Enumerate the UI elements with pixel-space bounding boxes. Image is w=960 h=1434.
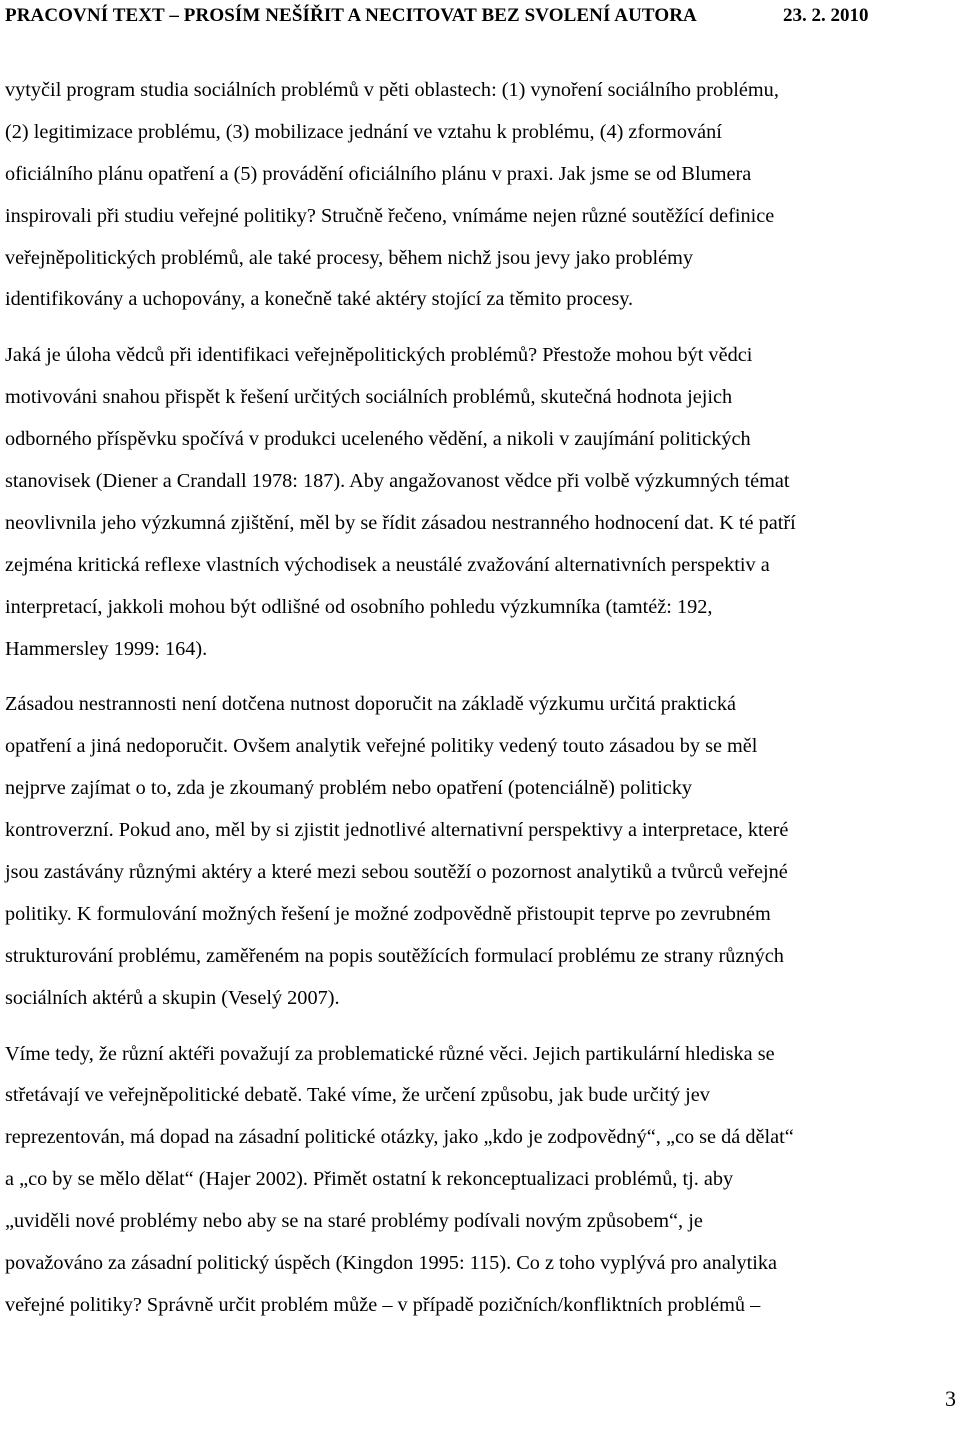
- text-line: motivováni snahou přispět k řešení určitých sociálních problémů, skutečná hodnota jejich: [5, 386, 733, 409]
- text-line: stanovisek (Diener a Crandall 1978: 187). Aby angažovanost vědce při volbě výzkumných témat: [5, 470, 790, 493]
- text-line: strukturování problému, zaměřeném na popis soutěžících formulací problému ze strany různých: [5, 944, 784, 967]
- body-text: [5, 70, 957, 1327]
- text-line: identifikovány a uchopovány, a konečně také aktéry stojící za těmito procesy.: [5, 288, 634, 311]
- text-line: nejprve zajímat o to, zda je zkoumaný problém nebo opatření (potenciálně) politicky: [5, 777, 693, 800]
- text-line: inspirovali při studiu veřejné politiky? Stručně řečeno, vnímáme nejen různé soutěžící definice: [5, 204, 775, 227]
- text-line: veřejné politiky? Správně určit problém může – v případě pozičních/konfliktních problémů –: [5, 1293, 761, 1316]
- paragraph: [5, 70, 957, 321]
- paragraph: [5, 1034, 957, 1327]
- text-line: interpretací, jakkoli mohou být odlišné od osobního pohledu výzkumníka (tamtéž: 192,: [5, 595, 713, 618]
- text-line: Víme tedy, že různí aktéři považují za problematické různé věci. Jejich partikulární hlediska se: [5, 1042, 775, 1065]
- header-notice: PRACOVNÍ TEXT – PROSÍM NEŠÍŘIT A NECITOVAT BEZ SVOLENÍ AUTORA: [5, 5, 697, 26]
- text-line: oficiálního plánu opatření a (5) provádění oficiálního plánu v praxi. Jak jsme se od Blumera: [5, 162, 752, 185]
- text-line: (2) legitimizace problému, (3) mobilizace jednání ve vztahu k problému, (4) zformování: [5, 120, 722, 143]
- text-line: zejména kritická reflexe vlastních východisek a neustálé zvažování alternativních perspektiv a: [5, 553, 770, 576]
- text-line: veřejněpolitických problémů, ale také procesy, během nichž jsou jevy jako problémy: [5, 246, 694, 269]
- text-line: vytyčil program studia sociálních problémů v pěti oblastech: (1) vynoření sociálního problému,: [5, 79, 779, 101]
- text-line: Jaká je úloha vědců při identifikaci veřejněpolitických problémů? Přestože mohou být vědci: [5, 344, 753, 367]
- page-number: 3: [945, 1386, 956, 1411]
- page-header: [5, 4, 905, 28]
- text-line: kontroverzní. Pokud ano, měl by si zjistit jednotlivé alternativní perspektivy a interpretace, které: [5, 819, 789, 842]
- text-line: sociálních aktérů a skupin (Veselý 2007).: [5, 986, 340, 1009]
- text-line: a „co by se mělo dělat“ (Hajer 2002). Přimět ostatní k rekonceptualizaci problémů, tj. aby: [5, 1168, 734, 1191]
- text-line: odborného příspěvku spočívá v produkci uceleného vědění, a nikoli v zaujímání politických: [5, 428, 751, 451]
- text-line: Zásadou nestrannosti není dotčena nutnost doporučit na základě výzkumu určitá praktická: [5, 693, 737, 716]
- text-line: reprezentován, má dopad na zásadní politické otázky, jako „kdo je zodpovědný“, „co se dá dělat“: [5, 1126, 794, 1149]
- text-line: politiky. K formulování možných řešení je možné zodpovědně přistoupit teprve po zevrubném: [5, 902, 771, 925]
- paragraph: [5, 684, 957, 1019]
- text-line: Hammersley 1999: 164).: [5, 637, 208, 660]
- text-line: považováno za zásadní politický úspěch (Kingdon 1995: 115). Co z toho vyplývá pro analytika: [5, 1252, 778, 1275]
- text-line: střetávají ve veřejněpolitické debatě. Také víme, že určení způsobu, jak bude určitý jev: [5, 1084, 710, 1107]
- header-date: 23. 2. 2010: [783, 5, 869, 26]
- text-line: „uviděli nové problémy nebo aby se na staré problémy podívali novým způsobem“, je: [5, 1210, 703, 1233]
- text-line: opatření a jiná nedoporučit. Ovšem analytik veřejné politiky vedený touto zásadou by se měl: [5, 735, 758, 758]
- text-line: jsou zastávány různými aktéry a které mezi sebou soutěží o pozornost analytiků a tvůrců veřejné: [5, 861, 788, 884]
- paragraph: [5, 335, 957, 670]
- text-line: neovlivnila jeho výzkumná zjištění, měl by se řídit zásadou nestranného hodnocení dat. K té patří: [5, 511, 796, 534]
